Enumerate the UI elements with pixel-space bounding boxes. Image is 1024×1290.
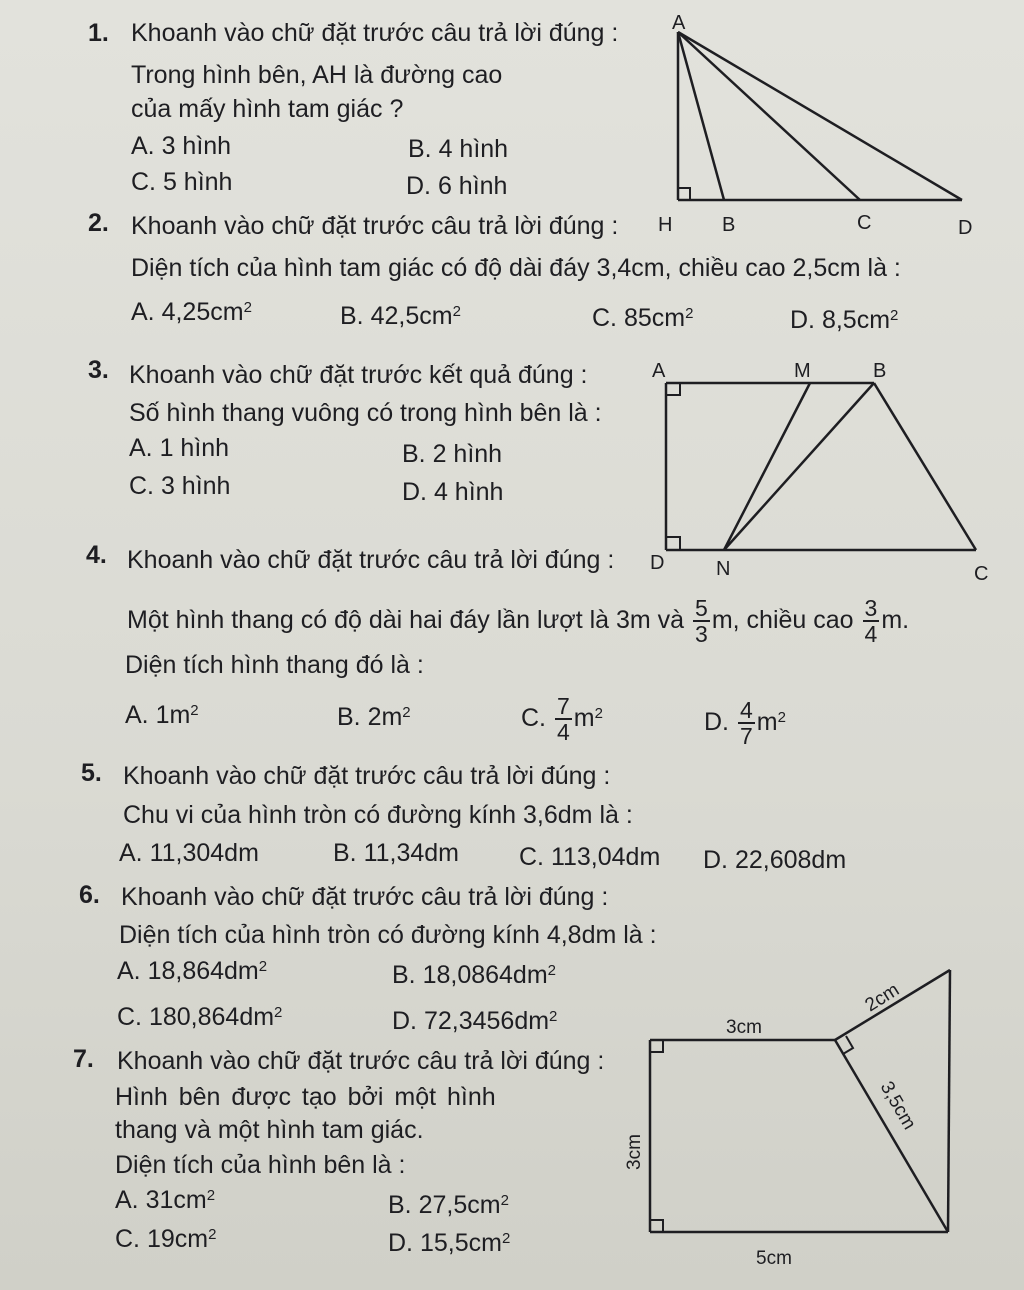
label-q3-A: A — [652, 360, 666, 382]
label-q1-C: C — [857, 212, 872, 234]
q2-option-d-label: D. 8,5cm — [790, 306, 891, 334]
q4-option-b-label: B. 2m — [337, 703, 403, 731]
fraction-denominator: 7 — [739, 723, 753, 750]
label-q1-A: A — [672, 12, 686, 34]
q5-option-c[interactable]: C. 113,04dm — [519, 843, 661, 871]
triangle-side-right — [948, 970, 950, 1232]
q4-text-part2: m, chiều cao — [711, 606, 854, 634]
q5-option-d[interactable]: D. 22,608dm — [703, 846, 847, 874]
q1-text-line1: Trong hình bên, AH là đường cao — [131, 61, 503, 89]
label-q3-B: B — [873, 360, 887, 382]
label-q3-N: N — [716, 558, 731, 580]
right-angle-mark — [650, 1040, 663, 1052]
q1-text-line2: của mấy hình tam giác ? — [131, 95, 404, 123]
q7-option-a-label: A. 31cm — [115, 1186, 207, 1214]
q7-number: 7. — [73, 1045, 94, 1073]
label-q3-D: D — [650, 552, 665, 574]
q5-number: 5. — [81, 759, 102, 787]
fraction-denominator: 3 — [695, 621, 708, 648]
unit-label: m — [756, 708, 778, 736]
q5-option-a[interactable]: A. 11,304dm — [119, 839, 259, 867]
q6-option-d-label: D. 72,3456dm — [392, 1007, 550, 1035]
q7-instruction: Khoanh vào chữ đặt trước câu trả lời đúng : — [117, 1047, 605, 1075]
right-angle-mark — [843, 1036, 853, 1054]
q1-number: 1. — [88, 19, 109, 47]
q4-question-text2: Diện tích hình thang đó là : — [125, 651, 424, 679]
squared-exponent: 2 — [594, 705, 603, 722]
dim-left-3cm: 3cm — [624, 1134, 645, 1170]
squared-exponent: 2 — [890, 307, 899, 324]
edge-BC — [874, 383, 976, 550]
q4-option-a-label: A. 1m — [125, 701, 191, 729]
q7-text-line1: Hình bên được tạo bởi một hình — [115, 1083, 496, 1111]
dim-bottom-5cm: 5cm — [756, 1248, 792, 1269]
q7-option-c-label: C. 19cm — [115, 1225, 209, 1253]
label-q1-D: D — [958, 217, 973, 239]
squared-exponent: 2 — [243, 299, 252, 316]
q4-text-part1: Một hình thang có độ dài hai đáy lần lượt là 3m và — [127, 606, 685, 634]
label-q1-H: H — [658, 214, 673, 236]
label-q3-C: C — [974, 563, 989, 585]
squared-exponent: 2 — [274, 1004, 283, 1021]
q4-option-c-letter: C. — [521, 704, 546, 732]
squared-exponent: 2 — [402, 704, 411, 721]
figure-q3-trapezoid — [666, 383, 976, 550]
segment-AC — [678, 32, 860, 200]
squared-exponent: 2 — [258, 958, 268, 975]
figure-q1-triangles — [678, 32, 962, 200]
squared-exponent: 2 — [549, 1008, 558, 1025]
q4-text-part3: m. — [881, 606, 910, 634]
q3-number: 3. — [88, 356, 109, 384]
q4-instruction: Khoanh vào chữ đặt trước câu trả lời đúng : — [127, 546, 615, 574]
q3-question-text: Số hình thang vuông có trong hình bên là : — [129, 399, 602, 427]
dim-slant-2cm: 2cm — [861, 979, 904, 1017]
dim-top-3cm: 3cm — [726, 1017, 762, 1038]
right-angle-mark — [666, 383, 680, 395]
q2-option-c-label: C. 85cm — [592, 304, 686, 332]
q7-option-d-label: D. 15,5cm — [388, 1229, 502, 1257]
squared-exponent: 2 — [190, 702, 199, 719]
q2-option-a-label: A. 4,25cm — [131, 298, 244, 326]
q6-question-text: Diện tích của hình tròn có đường kính 4,8dm là : — [119, 921, 657, 949]
segment-AD — [678, 32, 962, 200]
q2-instruction: Khoanh vào chữ đặt trước câu trả lời đúng : — [131, 212, 619, 240]
squared-exponent: 2 — [500, 1192, 509, 1209]
unit-label: m — [573, 704, 595, 732]
edge-slant — [835, 1040, 948, 1232]
q7-text-line3: Diện tích của hình bên là : — [115, 1151, 406, 1179]
q4-number: 4. — [86, 541, 107, 569]
q2-option-b-label: B. 42,5cm — [340, 302, 453, 330]
q1-option-a[interactable]: A. 3 hình — [131, 132, 232, 160]
right-angle-mark — [650, 1220, 663, 1232]
q7-option-b-label: B. 27,5cm — [388, 1191, 501, 1219]
segment-BN — [724, 383, 874, 550]
right-angle-mark — [678, 188, 690, 200]
q7-text-line2: thang và một hình tam giác. — [115, 1116, 424, 1144]
right-angle-mark — [666, 537, 680, 550]
q6-option-b-label: B. 18,0864dm — [392, 961, 548, 989]
squared-exponent: 2 — [206, 1187, 216, 1204]
q1-instruction: Khoanh vào chữ đặt trước câu trả lời đúng : — [131, 19, 619, 47]
q6-number: 6. — [79, 881, 100, 909]
fraction-numerator: 5 — [695, 595, 708, 622]
label-q1-B: B — [722, 214, 736, 236]
squared-exponent: 2 — [685, 305, 694, 322]
q6-option-c-label: C. 180,864dm — [117, 1003, 275, 1031]
squared-exponent: 2 — [208, 1226, 217, 1243]
q3-option-b[interactable]: B. 2 hình — [402, 440, 503, 468]
q3-instruction: Khoanh vào chữ đặt trước kết quả đúng : — [129, 361, 588, 389]
q5-instruction: Khoanh vào chữ đặt trước câu trả lời đúng : — [123, 762, 611, 790]
dim-slant-3-5cm: 3,5cm — [875, 1078, 920, 1134]
q1-option-c[interactable]: C. 5 hình — [131, 168, 233, 196]
fraction-denominator: 4 — [556, 719, 570, 746]
q5-option-b[interactable]: B. 11,34dm — [333, 839, 460, 867]
squared-exponent: 2 — [501, 1230, 511, 1247]
q2-question-text: Diện tích của hình tam giác có độ dài đáy 3,4cm, chiều cao 2,5cm là : — [131, 254, 901, 282]
q2-number: 2. — [88, 209, 109, 237]
q5-question-text: Chu vi của hình tròn có đường kính 3,6dm là : — [123, 801, 633, 829]
fraction-denominator: 4 — [864, 621, 878, 648]
segment-MN — [724, 383, 810, 550]
squared-exponent: 2 — [547, 962, 557, 979]
squared-exponent: 2 — [452, 303, 461, 320]
fraction-numerator: 4 — [739, 697, 753, 724]
segment-AB — [678, 32, 724, 200]
q4-option-d-letter: D. — [704, 708, 729, 736]
q3-option-a[interactable]: A. 1 hình — [129, 434, 230, 462]
q1-option-d[interactable]: D. 6 hình — [406, 172, 508, 200]
q1-option-b[interactable]: B. 4 hình — [408, 135, 509, 163]
fraction-numerator: 3 — [864, 595, 878, 622]
q3-option-d[interactable]: D. 4 hình — [402, 478, 504, 506]
label-q3-M: M — [794, 360, 811, 382]
fraction-numerator: 7 — [556, 693, 570, 720]
q6-option-a-label: A. 18,864dm — [117, 957, 259, 985]
squared-exponent: 2 — [777, 709, 786, 726]
q6-instruction: Khoanh vào chữ đặt trước câu trả lời đúng : — [121, 883, 609, 911]
q3-option-c[interactable]: C. 3 hình — [129, 472, 231, 500]
